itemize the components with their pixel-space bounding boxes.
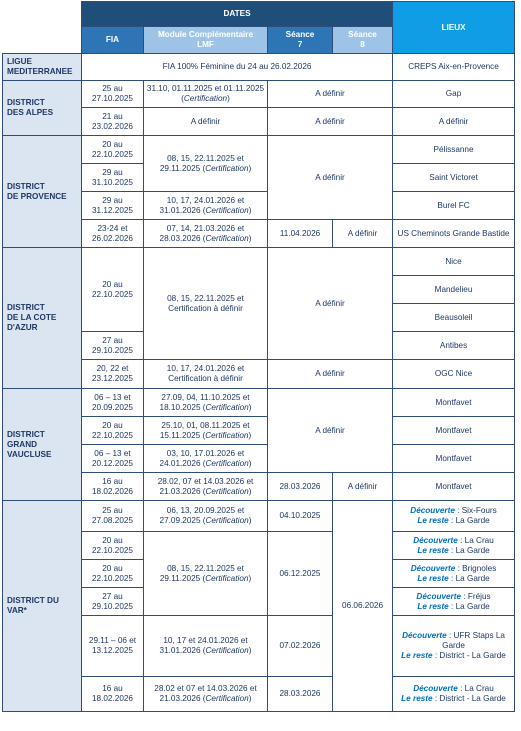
azur-seances-5: A définir [268, 360, 393, 389]
vaucluse-s8-4: A définir [333, 473, 393, 501]
vaucluse-fia-2: 20 au 22.10.2025 [82, 417, 144, 445]
provence-lieu-3: Burel FC [393, 192, 515, 220]
var-lmf-5: 10, 17 et 24.01.2026 et 31.01.2026 (Certification) [144, 616, 268, 677]
var-lieu-2: Découverte : La Crau Le reste : La Garde [393, 532, 515, 560]
var-fia-5: 29.11 – 06 et 13.12.2025 [82, 616, 144, 677]
vaucluse-lieu-2: Montfavet [393, 417, 515, 445]
vaucluse-lmf-3: 03, 10, 17.01.2026 et 24.01.2026 (Certification) [144, 445, 268, 473]
azur-lieu-4: Antibes [393, 332, 515, 360]
district-ligue: LIGUE MEDITERRANEE [3, 54, 82, 81]
vaucluse-s7-4: 28.03.2026 [268, 473, 333, 501]
provence-lmf-1: 08, 15, 22.11.2025 et 29.11.2025 (Certification) [144, 136, 268, 192]
var-lieu-3: Découverte : Brignoles Le reste : La Garde [393, 560, 515, 588]
var-fia-1: 25 au 27.08.2025 [82, 501, 144, 532]
header-corner [3, 2, 82, 54]
var-s7-6: 28.03.2026 [268, 677, 333, 712]
var-lieu-6: Découverte : La Crau Le reste : District - La Garde [393, 677, 515, 712]
provence-fia-1: 20 au 22.10.2025 [82, 136, 144, 164]
provence-lieu-1: Pélissanne [393, 136, 515, 164]
vaucluse-lmf-2: 25.10, 01, 08.11.2025 et 15.11.2025 (Certification) [144, 417, 268, 445]
provence-fia-3: 29 au 31.12.2025 [82, 192, 144, 220]
vaucluse-fia-1: 06 – 13 et 20.09.2025 [82, 389, 144, 417]
header-seance-8: Séance 8 [333, 27, 393, 54]
provence-s8-4: A définir [333, 220, 393, 248]
alpes-lmf-1: 31.10, 01.11.2025 et 01.11.2025 (Certification) [144, 81, 268, 108]
azur-lieu-1: Nice [393, 248, 515, 276]
alpes-fia-1: 25 au 27.10.2025 [82, 81, 144, 108]
ligue-lieu: CREPS Aix-en-Provence [393, 54, 515, 81]
azur-seances: A définir [268, 248, 393, 360]
vaucluse-fia-4: 16 au 18.02.2026 [82, 473, 144, 501]
vaucluse-lieu-4: Montfavet [393, 473, 515, 501]
provence-seances: A définir [268, 136, 393, 220]
provence-fia-2: 29 au 31.10.2025 [82, 164, 144, 192]
alpes-seances-1: A définir [268, 81, 393, 108]
var-lmf-1: 06, 13, 20.09.2025 et 27.09.2025 (Certification) [144, 501, 268, 532]
azur-lmf-5: 10, 17, 24.01.2026 et Certification à définir [144, 360, 268, 389]
alpes-lmf-2: A définir [144, 108, 268, 136]
alpes-lieu-1: Gap [393, 81, 515, 108]
var-lieu-5: Découverte : UFR Staps La Garde Le reste : District - La Garde [393, 616, 515, 677]
provence-lmf-3: 10, 17, 24.01.2026 et 31.01.2026 (Certification) [144, 192, 268, 220]
vaucluse-lieu-1: Montfavet [393, 389, 515, 417]
provence-s7-4: 11.04.2026 [268, 220, 333, 248]
vaucluse-lmf-1: 27.09, 04, 11.10.2025 et 18.10.2025 (Certification) [144, 389, 268, 417]
var-fia-2: 20 au 22.10.2025 [82, 532, 144, 560]
azur-fia-a: 20 au 22.10.2025 [82, 248, 144, 332]
var-lmf-234: 08, 15, 22.11.2025 et 29.11.2025 (Certification) [144, 532, 268, 616]
vaucluse-lieu-3: Montfavet [393, 445, 515, 473]
district-provence: DISTRICT DE PROVENCE [3, 136, 82, 248]
azur-fia-b: 27 au 29.10.2025 [82, 332, 144, 360]
header-seance-7: Séance 7 [268, 27, 333, 54]
azur-lieu-5: OGC Nice [393, 360, 515, 389]
var-lieu-1: Découverte : Six-Fours Le reste : La Garde [393, 501, 515, 532]
formation-calendar-table [2, 1, 515, 712]
var-fia-4: 27 au 29.10.2025 [82, 588, 144, 616]
ligue-dates: FIA 100% Féminine du 24 au 26.02.2026 [82, 54, 393, 81]
alpes-seances-2: A définir [268, 108, 393, 136]
var-s7-1: 04.10.2025 [268, 501, 333, 532]
header-lmf: Module Complémentaire LMF [144, 27, 268, 54]
var-fia-6: 16 au 18.02.2026 [82, 677, 144, 712]
alpes-lieu-2: A définir [393, 108, 515, 136]
district-var: DISTRICT DU VAR* [3, 501, 82, 712]
var-s8: 06.06.2026 [333, 501, 393, 712]
header-lieux: LIEUX [393, 2, 515, 54]
header-dates: DATES [82, 2, 393, 27]
provence-lmf-4: 07, 14, 21.03.2026 et 28.03.2026 (Certification) [144, 220, 268, 248]
var-lmf-6: 28.02 et 07 et 14.03.2026 et 21.03.2026 (Certification) [144, 677, 268, 712]
azur-lieu-2: Mandelieu [393, 276, 515, 304]
vaucluse-lmf-4: 28.02, 07 et 14.03.2026 et 21.03.2026 (Certification) [144, 473, 268, 501]
azur-lieu-3: Beausoleil [393, 304, 515, 332]
vaucluse-seances: A définir [268, 389, 393, 473]
header-fia: FIA [82, 27, 144, 54]
var-lieu-4: Découverte : Fréjus Le reste : La Garde [393, 588, 515, 616]
provence-fia-4: 23-24 et 26.02.2026 [82, 220, 144, 248]
district-alpes: DISTRICT DES ALPES [3, 81, 82, 136]
provence-lieu-2: Saint Victoret [393, 164, 515, 192]
district-vaucluse: DISTRICT GRAND VAUCLUSE [3, 389, 82, 501]
azur-fia-5: 20, 22 et 23.12.2025 [82, 360, 144, 389]
var-s7-5: 07.02.2026 [268, 616, 333, 677]
vaucluse-fia-3: 06 – 13 et 20.12.2025 [82, 445, 144, 473]
azur-lmf: 08, 15, 22.11.2025 et Certification à définir [144, 248, 268, 360]
district-azur: DISTRICT DE LA COTE D'AZUR [3, 248, 82, 389]
provence-lieu-4: US Cheminots Grande Bastide [393, 220, 515, 248]
var-fia-3: 20 au 22.10.2025 [82, 560, 144, 588]
var-s7-234: 06.12.2025 [268, 532, 333, 616]
alpes-fia-2: 21 au 23.02.2026 [82, 108, 144, 136]
